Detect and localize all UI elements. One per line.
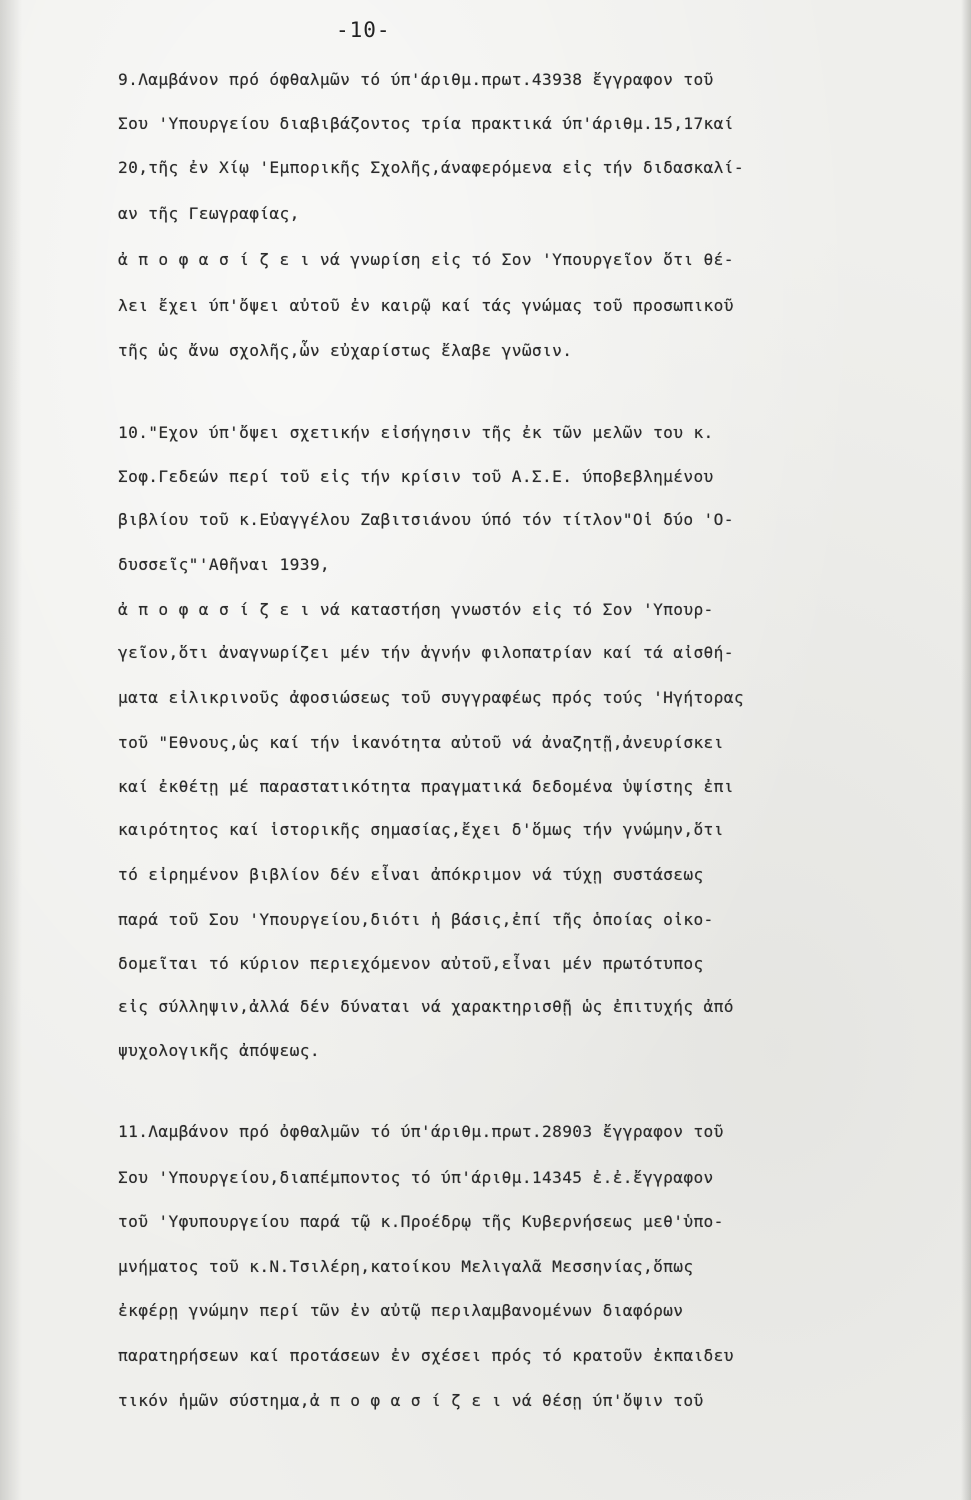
item-11-line-7: τικόν ἡμῶν σύστημα,ἀ π ο φ α σ ί ζ ε ι νά θέσῃ ύπ'ὄψιν τοῦ [118,1391,704,1410]
item-10-line-14: εἰς σύλληψιν,ἀλλά δέν δύναται νά χαρακτηρισθῇ ὡς ἐπιτυχής ἀπό [118,997,734,1016]
item-11-line-2: Σου 'Υπουργείου,διαπέμποντος τό ύπ'άριθμ.14345 ἐ.ἐ.ἔγγραφον [118,1168,714,1187]
binding-shadow [0,0,22,1500]
item-10-line-2: Σοφ.Γεδεών περί τοῦ εἰς τήν κρίσιν τοῦ Α.Σ.Ε. ύποβεβλημένου [118,467,714,486]
item-9-line-2: Σου 'Υπουργείου διαβιβάζοντος τρία πρακτικά ύπ'άριθμ.15,17καί [118,114,734,133]
item-10-line-12: παρά τοῦ Σου 'Υπουργείου,διότι ἡ βάσις,ἐπί τῆς ὁποίας οἰκο- [118,910,714,929]
item-10-line-1: 10."Εχον ύπ'ὄψει σχετικήν εἰσήγησιν τῆς ἐκ τῶν μελῶν του κ. [118,423,714,442]
item-10-line-7: ματα εἰλικρινοῦς ἀφοσιώσεως τοῦ συγγραφέως πρός τούς 'Ηγήτορας [118,688,744,707]
item-10-line-11: τό εἰρημένον βιβλίον δέν εἶναι ἀπόκριμον νά τύχῃ συστάσεως [118,865,704,884]
item-11-line-5: ἐκφέρῃ γνώμην περί τῶν ἐν αὐτῷ περιλαμβανομένων διαφόρων [118,1301,684,1320]
item-11-line-1: 11.Λαμβάνον πρό ὀφθαλμῶν τό ύπ'άριθμ.πρωτ.28903 ἔγγραφον τοῦ [118,1122,724,1141]
item-10-line-4: δυσσεῖς"'Αθῆναι 1939, [118,555,331,574]
item-10-line-5: ἀ π ο φ α σ ί ζ ε ι νά καταστήση γνωστόν εἰς τό Σον 'Υπουρ- [118,600,714,619]
item-9-line-7: τῆς ὡς ἄνω σχολῆς,ὧν εὐχαρίστως ἔλαβε γνῶσιν. [118,341,573,360]
item-10-line-10: καιρότητος καί ἱστορικῆς σημασίας,ἔχει δ'ὅμως τήν γνώμην,ὅτι [118,820,724,839]
item-10-line-8: τοῦ "Εθνους,ὡς καί τήν ἱκανότητα αὐτοῦ νά ἀναζητῇ,ἀνευρίσκει [118,733,724,752]
item-10-line-15: ψυχολογικῆς ἀπόψεως. [118,1041,320,1060]
item-10-line-6: γεῖον,ὅτι ἀναγνωρίζει μέν τήν ἁγνήν φιλοπατρίαν καί τά αἰσθή- [118,643,734,662]
item-9-line-5: ἀ π ο φ α σ ί ζ ε ι νά γνωρίση εἰς τό Σον 'Υπουργεῖον ὅτι θέ- [118,250,734,269]
item-9-line-6: λει ἔχει ύπ'ὄψει αὐτοῦ ἐν καιρῷ καί τάς γνώμας τοῦ προσωπικοῦ [118,296,734,315]
item-10-line-9: καί ἐκθέτῃ μέ παραστατικότητα πραγματικά δεδομένα ὑψίστης ἐπι [118,777,734,796]
item-10-line-13: δομεῖται τό κύριον περιεχόμενον αὐτοῦ,εἶναι μέν πρωτότυπος [118,954,704,973]
edge-shadow [961,0,971,1500]
page-number: -10- [336,18,391,42]
item-9-line-3: 20,τῆς ἐν Χίῳ 'Εμπορικῆς Σχολῆς,άναφερόμενα εἰς τήν διδασκαλί- [118,158,744,177]
item-11-line-3: τοῦ 'Υφυπουργείου παρά τῷ κ.Προέδρῳ τῆς Κυβερνήσεως μεθ'ὑπο- [118,1212,724,1231]
item-10-line-3: βιβλίου τοῦ κ.Εὐαγγέλου Ζαβιτσιάνου ύπό τόν τίτλον"Οἱ δύο 'Ο- [118,510,734,529]
item-9-line-1: 9.Λαμβάνον πρό όφθαλμῶν τό ύπ'άριθμ.πρωτ.43938 ἔγγραφον τοῦ [118,70,714,89]
item-11-line-4: μνήματος τοῦ κ.Ν.Τσιλέρη,κατοίκου Μελιγαλᾶ Μεσσηνίας,ὅπως [118,1257,694,1276]
item-9-line-4: αν τῆς Γεωγραφίας, [118,204,300,223]
item-11-line-6: παρατηρήσεων καί προτάσεων ἐν σχέσει πρός τό κρατοῦν ἐκπαιδευ [118,1346,734,1365]
